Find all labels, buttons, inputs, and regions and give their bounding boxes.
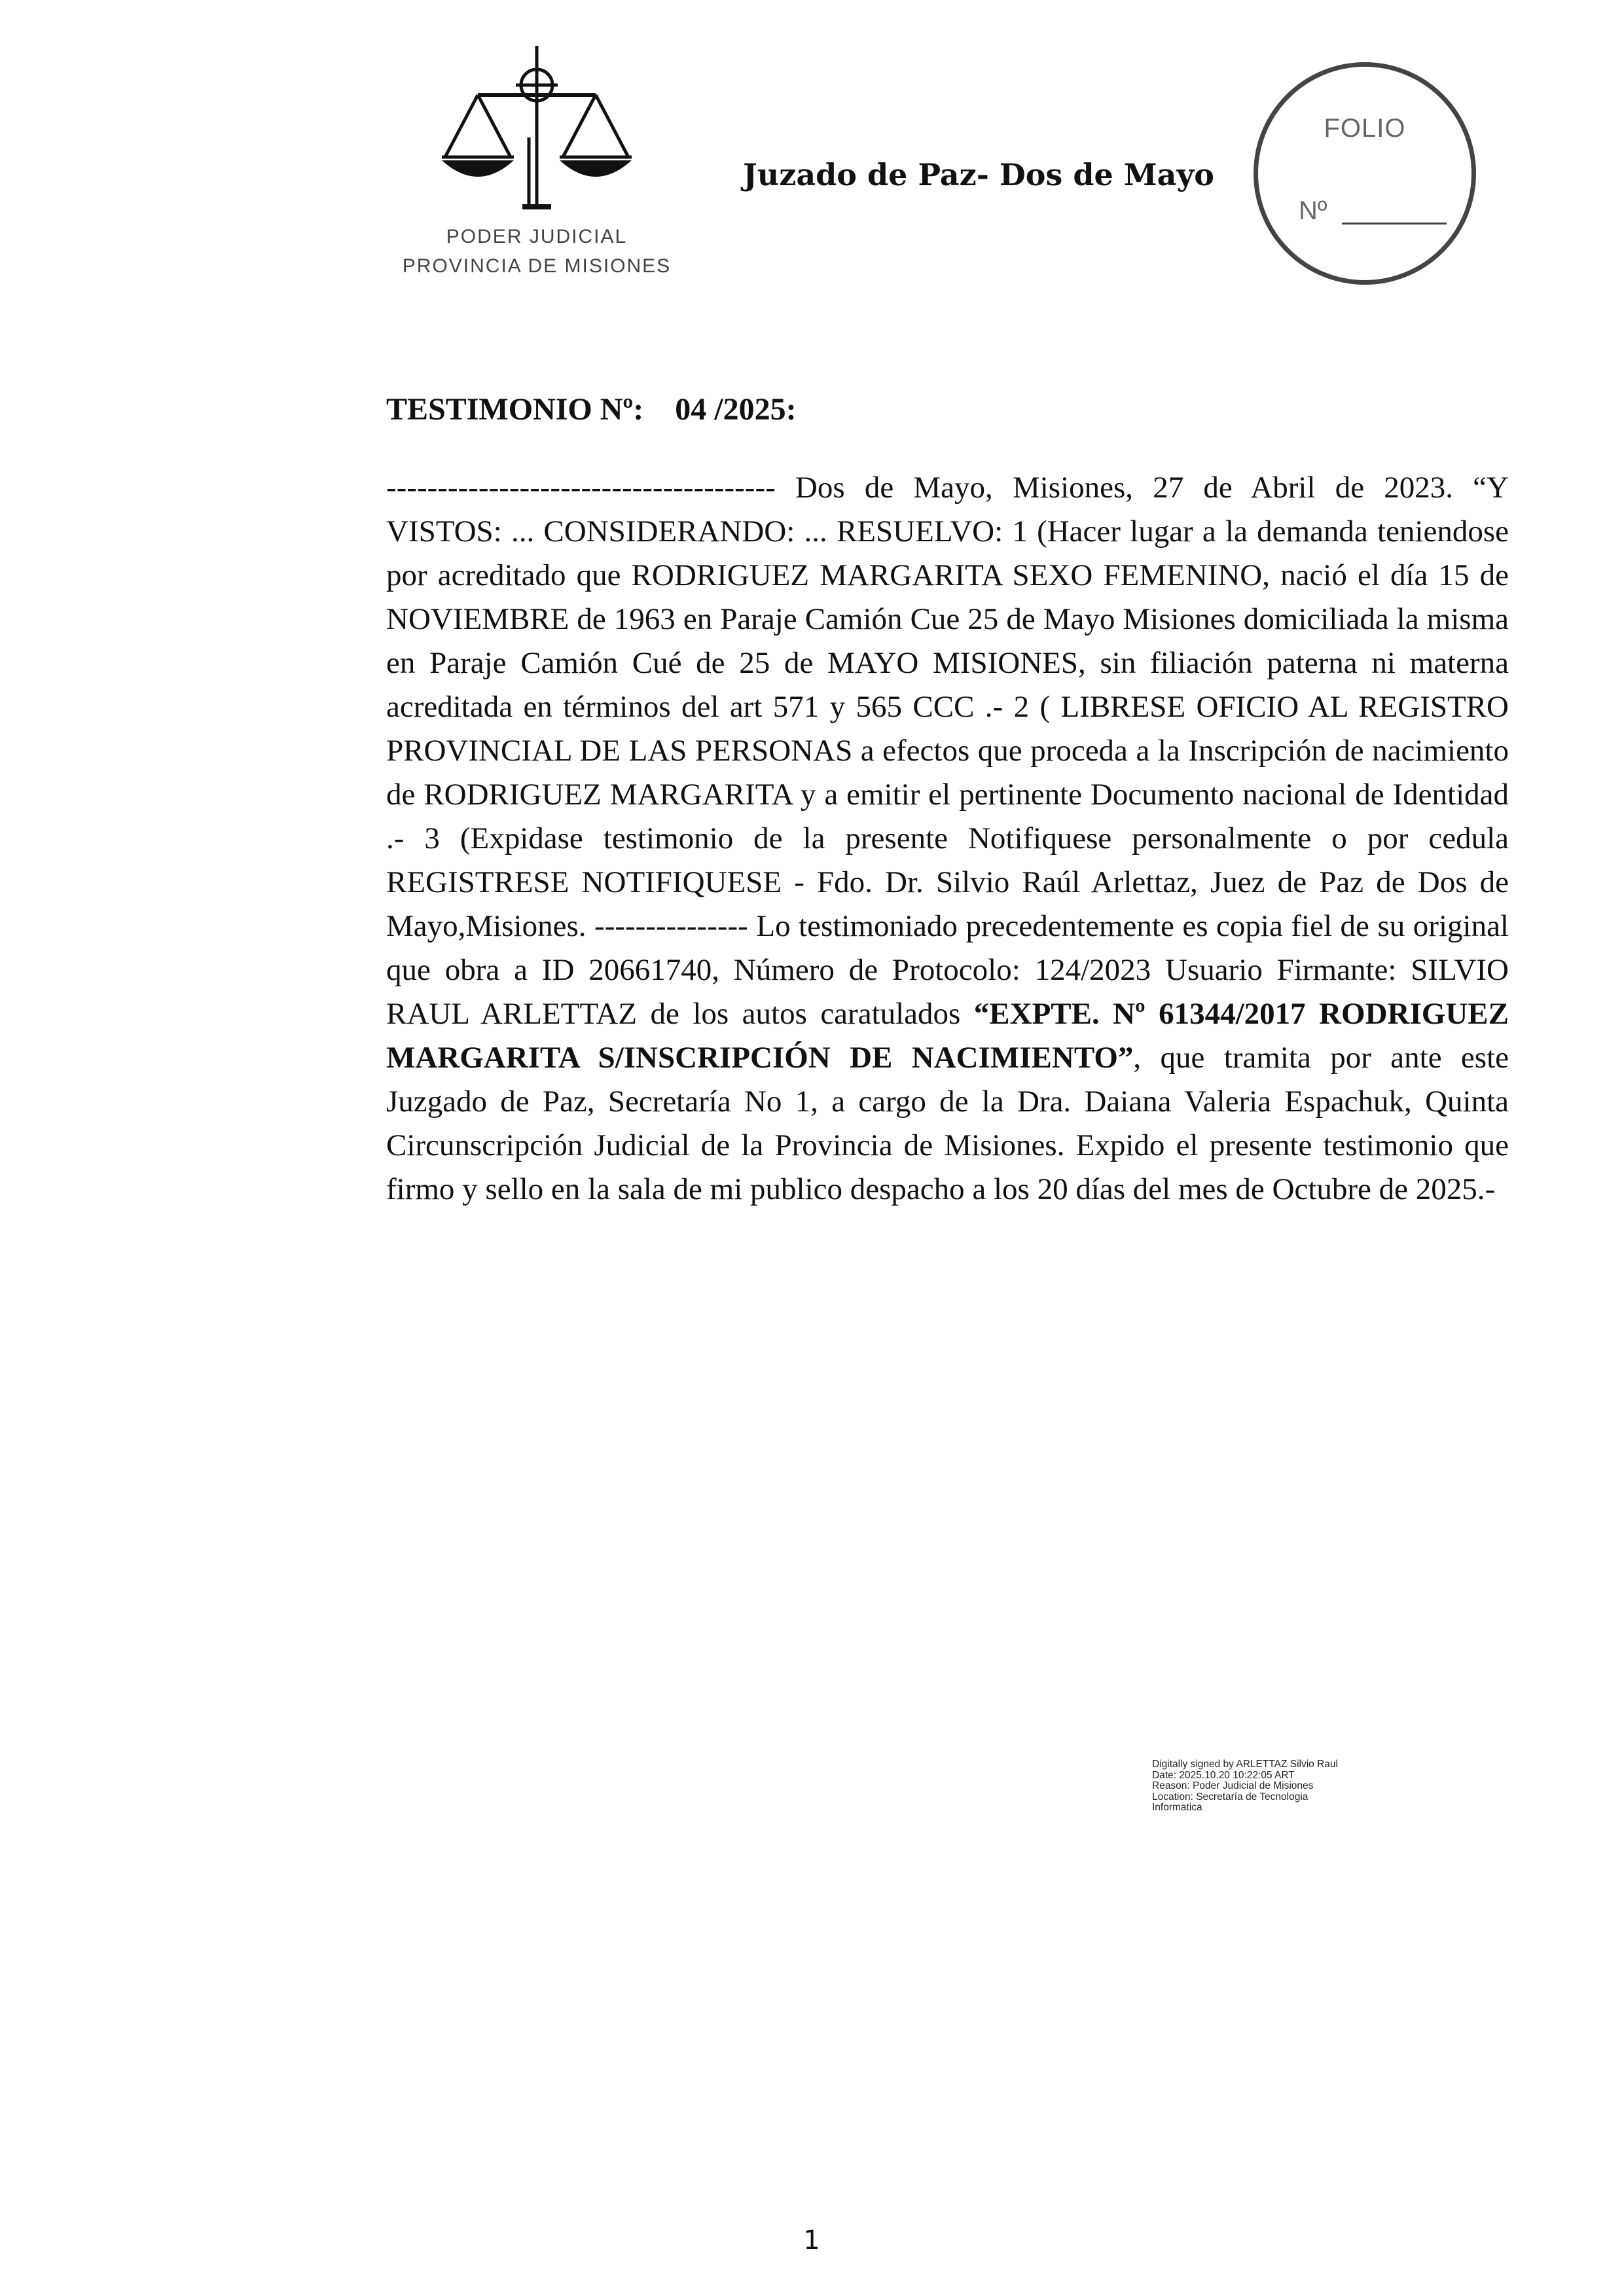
digital-signature — [1152, 1759, 1338, 1814]
body-text-part1: -------------------------------------- Dos de Mayo, Misiones, 27 de Abril de 2023. “Y VISTOS: ... CONSIDERANDO: ... RESUELVO: 1 (Hacer lugar a la demanda teniendose por acreditado que RODRIGUEZ MARGARITA SEXO FEMENINO, nació el día 15 de NOVIEMBRE de 1963 en Paraje Camión Cue 25 de Mayo Misiones domiciliada la misma en Paraje Camión Cué de 25 de MAYO MISIONES, sin filiación paterna ni materna acreditada en términos del art 571 y 565 CCC .- 2 ( LIBRESE OFICIO AL REGISTRO PROVINCIAL DE LAS PERSONAS a efectos que proceda a la Inscripción de nacimiento de RODRIGUEZ MARGARITA y a emitir el pertinente Documento nacional de Identidad .- 3 (Expidase testimonio de la presente Notifiquese personalmente o por cedula REGISTRESE NOTIFIQUESE - Fdo. Dr. Silvio Raúl Arlettaz, Juez de Paz de Dos de Mayo,Misiones. --------------- Lo testimoniado precedentemente es copia fiel de su original que obra a ID 20661740, Número de Protocolo: 124/2023 Usuario Firmante: SILVIO RAUL ARLETTAZ de los autos caratulados — [386, 471, 1509, 1031]
testimonio-heading — [386, 391, 797, 427]
signature-line-3: Reason: Poder Judicial de Misiones — [1152, 1780, 1314, 1791]
signature-line-4: Location: Secretaría de Tecnologia — [1152, 1791, 1308, 1803]
body-paragraph — [386, 466, 1509, 1211]
poder-judicial-logo — [393, 39, 681, 288]
testimonio-number: 04 /2025: — [675, 392, 797, 427]
signature-line-5: Informatica — [1152, 1802, 1202, 1813]
folio-label: FOLIO — [1324, 114, 1406, 143]
signature-line-1: Digitally signed by ARLETTAZ Silvio Raul — [1152, 1759, 1338, 1770]
logo-text-line1: PODER JUDICIAL — [446, 226, 628, 247]
folio-number-blank — [1342, 223, 1447, 224]
testimonio-label: TESTIMONIO Nº: — [386, 392, 644, 427]
document-body — [386, 466, 1509, 1211]
signature-line-2: Date: 2025.10.20 10:22:05 ART — [1152, 1769, 1295, 1781]
body-text-part2: , que tramita por ante este Juzgado de Paz, Secretaría No 1, a cargo de la Dra. Daiana Valeria Espachuk, Quinta Circunscripción Judicial de la Provincia de Misiones. Expido el presente testimonio que firmo y sello en la sala de mi publico despacho a los 20 días del mes de Octubre de 2025.- — [386, 1041, 1509, 1206]
folio-number-label: Nº — [1299, 196, 1327, 225]
folio-stamp — [1254, 62, 1476, 285]
logo-text-line2: PROVINCIA DE MISIONES — [402, 255, 672, 277]
page-number: 1 — [803, 2225, 820, 2255]
scales-of-justice-icon — [432, 39, 641, 216]
court-title: Juzado de Paz- Dos de Mayo — [743, 157, 1214, 192]
case-title: “EXPTE. Nº 61344/2017 RODRIGUEZ MARGARITA S/INSCRIPCIÓN DE NACIMIENTO” — [386, 997, 1509, 1075]
